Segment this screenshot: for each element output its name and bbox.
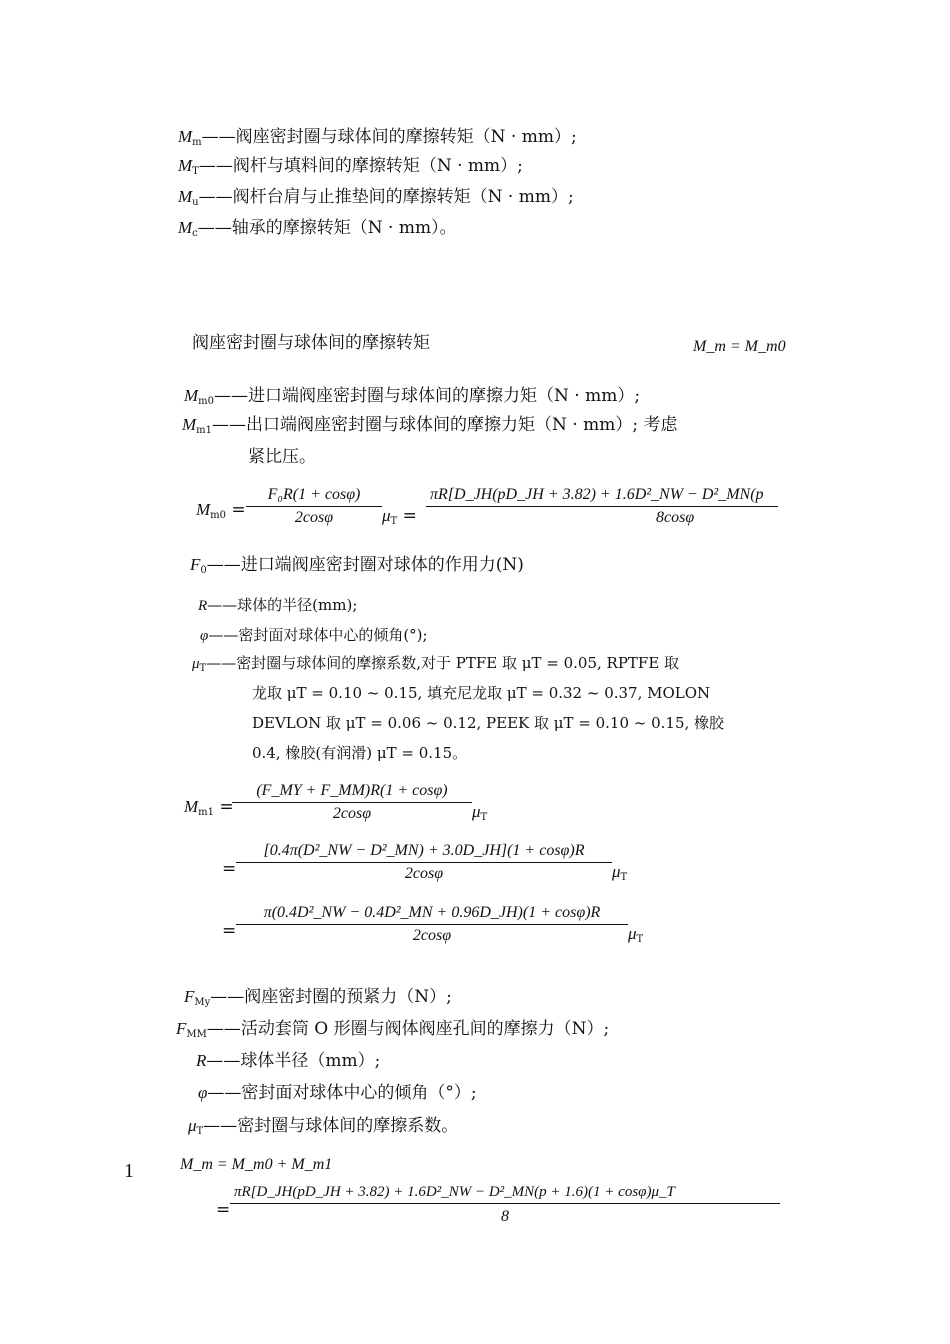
- def-subscript: 0: [200, 565, 207, 576]
- eq-subscript: m1: [198, 807, 215, 818]
- eq-symbol: M: [196, 500, 211, 519]
- eq-m1-line1: [232, 782, 472, 823]
- def-mu: [178, 186, 574, 214]
- def-m1: [182, 414, 778, 442]
- mu-cont-1: 龙取 μT = 0.10 ~ 0.15, 填充尼龙取 μT = 0.32 ~ 0.37, MOLON: [252, 684, 711, 702]
- fraction-denominator: 8: [501, 1208, 509, 1225]
- fraction-numerator: F₀R(1 + cosφ): [246, 486, 382, 507]
- def-symbol: φ: [200, 628, 209, 644]
- def-mu2: [188, 1115, 458, 1143]
- def-r2: [196, 1050, 380, 1072]
- fraction-numerator: [0.4π(D²_NW − D²_MN) + 3.0D_JH](1 + cosφ)R: [236, 842, 612, 863]
- def-symbol: M: [184, 386, 199, 405]
- def-r: [198, 594, 357, 617]
- def-text: ——阀杆台肩与止推垫间的摩擦转矩（N · mm）;: [198, 187, 574, 207]
- eq-symbol: M: [184, 797, 199, 816]
- def-subscript: T: [199, 663, 207, 674]
- heading-formula: M_m = M_m0: [693, 338, 786, 355]
- def-symbol: R: [196, 1051, 207, 1070]
- def-text: ——球体半径（mm）;: [206, 1051, 381, 1071]
- def-subscript: MM: [186, 1029, 207, 1040]
- eq-m1-line2: [236, 842, 612, 883]
- eq-m0-mu: $\mu_T$ =: [382, 506, 417, 527]
- def-symbol: φ: [198, 1083, 208, 1102]
- def-phi: [200, 624, 428, 647]
- def-text: ——密封面对球体中心的倾角(°);: [208, 626, 428, 644]
- eq-m0-frac2: [426, 486, 778, 527]
- fraction-numerator: πR[D_JH(pD_JH + 3.82) + 1.6D²_NW − D²_MN(p + 1.6)(1 + cosφ)μ_T: [230, 1184, 780, 1204]
- def-m1-cont: 紧比压。: [248, 447, 316, 467]
- def-symbol: F: [190, 555, 201, 574]
- def-m0: [184, 385, 640, 413]
- fraction-numerator: πR[D_JH(pD_JH + 3.82) + 1.6D²_NW − D²_MN(p: [426, 486, 778, 507]
- def-symbol: μ: [192, 656, 200, 672]
- def-text: ——进口端阀座密封圈对球体的作用力(N): [206, 555, 524, 575]
- mu-cont-2: DEVLON 取 μT = 0.06 ~ 0.12, PEEK 取 μT = 0.10 ~ 0.15, 橡胶: [252, 714, 725, 732]
- eq-m1-mu2: [612, 862, 627, 883]
- eq-total-frac: [230, 1184, 780, 1225]
- def-text: ——轴承的摩擦转矩（N · mm）。: [197, 218, 457, 238]
- def-subscript: My: [194, 997, 211, 1008]
- def-subscript: c: [192, 228, 198, 239]
- def-subscript: m1: [196, 425, 213, 436]
- def-phi2: [198, 1082, 477, 1104]
- eq-m0-lhs: $M_{m0}$ =: [196, 500, 246, 521]
- fraction-denominator: 2cosφ: [412, 927, 452, 944]
- fraction-denominator: 2cosφ: [404, 865, 444, 882]
- eq-m1-eq2: =: [222, 859, 237, 879]
- def-mc: [178, 217, 457, 245]
- fraction-denominator: 2cosφ: [332, 805, 372, 822]
- def-text: ——密封圈与球体间的摩擦系数。: [203, 1116, 459, 1136]
- def-symbol: M: [182, 415, 197, 434]
- def-text: ——进口端阀座密封圈与球体间的摩擦力矩（N · mm）;: [214, 386, 641, 406]
- fraction-numerator: (F_MY + F_MM)R(1 + cosφ): [232, 782, 472, 803]
- def-symbol: M: [178, 218, 193, 237]
- mu-cont-3: 0.4, 橡胶(有润滑) μT = 0.15。: [252, 744, 468, 762]
- def-subscript: u: [192, 197, 199, 208]
- def-fmy: [184, 986, 452, 1014]
- eq-subscript: T: [390, 516, 398, 527]
- def-f0: [190, 554, 524, 582]
- eq-subscript: T: [480, 812, 488, 823]
- def-text: ——球体的半径(mm);: [207, 596, 358, 614]
- fraction-denominator: 8cosφ: [656, 509, 695, 526]
- page-number: 1: [124, 1160, 134, 1182]
- def-text: ——阀座密封圈与球体间的摩擦转矩（N · mm）;: [201, 127, 577, 147]
- def-symbol: M: [178, 156, 193, 175]
- def-symbol: F: [176, 1019, 187, 1038]
- eq-total-eq: =: [216, 1200, 231, 1220]
- eq-subscript: m0: [210, 510, 227, 521]
- def-symbol: M: [178, 127, 193, 146]
- eq-m1-mu3: [628, 924, 643, 945]
- eq-subscript: T: [620, 872, 628, 883]
- eq-symbol: μ: [612, 862, 621, 881]
- def-fmm: [176, 1018, 609, 1046]
- fraction-denominator: 2cosφ: [294, 509, 334, 526]
- eq-symbol: μ: [628, 924, 637, 943]
- eq-m1-line3: [236, 904, 628, 945]
- eq-m1-lhs: $M_{m1}$ =: [184, 797, 234, 818]
- def-subscript: T: [196, 1126, 204, 1137]
- def-text: ——活动套筒 O 形圈与阀体阀座孔间的摩擦力（N）;: [206, 1019, 610, 1039]
- def-symbol: μ: [188, 1116, 197, 1135]
- def-mu-t: [192, 652, 780, 680]
- def-mt: [178, 155, 523, 183]
- def-text: ——出口端阀座密封圈与球体间的摩擦力矩（N · mm）; 考虑: [212, 415, 678, 435]
- def-text: ——阀杆与填料间的摩擦转矩（N · mm）;: [198, 156, 523, 176]
- eq-m1-mu1: [472, 802, 487, 823]
- eq-total-line1: M_m = M_m0 + M_m1: [180, 1156, 333, 1173]
- def-text: ——密封圈与球体间的摩擦系数,对于 PTFE 取 μT = 0.05, RPTFE 取: [206, 654, 680, 672]
- eq-symbol: μ: [382, 506, 391, 525]
- def-subscript: m0: [198, 396, 215, 407]
- def-symbol: M: [178, 187, 193, 206]
- eq-m1-eq3: =: [222, 921, 237, 941]
- def-symbol: R: [198, 598, 208, 614]
- def-text: ——密封面对球体中心的倾角（°）;: [207, 1083, 477, 1103]
- section-heading: 阀座密封圈与球体间的摩擦转矩: [192, 333, 430, 353]
- fraction-numerator: π(0.4D²_NW − 0.4D²_MN + 0.96D_JH)(1 + cosφ)R: [236, 904, 628, 925]
- def-symbol: F: [184, 987, 195, 1006]
- eq-symbol: μ: [472, 802, 481, 821]
- def-subscript: T: [192, 166, 199, 177]
- eq-m0-frac1: [246, 486, 382, 527]
- eq-subscript: T: [636, 934, 644, 945]
- def-mm: [178, 126, 577, 154]
- def-text: ——阀座密封圈的预紧力（N）;: [210, 987, 452, 1007]
- def-subscript: m: [192, 137, 202, 148]
